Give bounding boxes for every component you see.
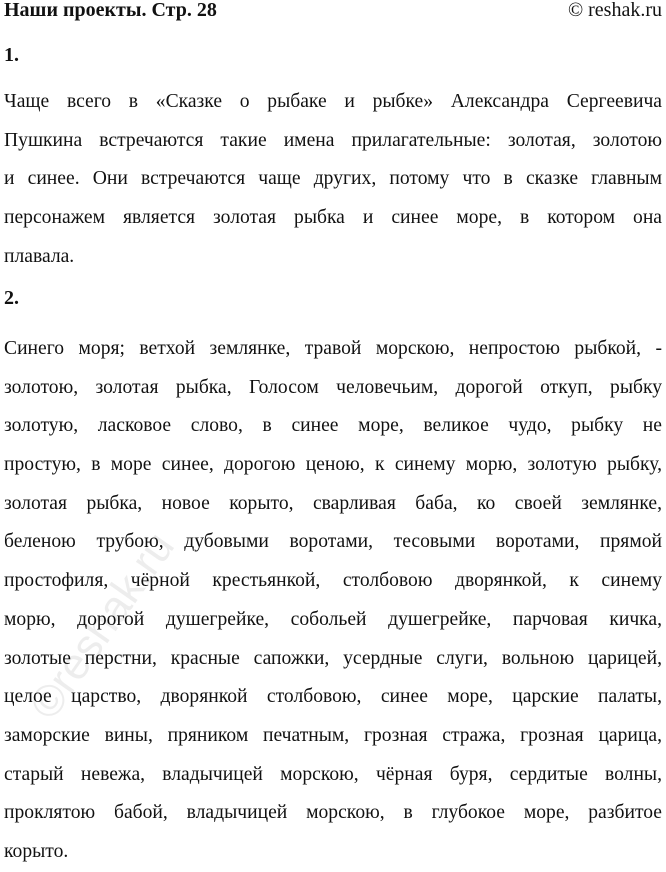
text-line: Синего моря; ветхой землянке, травой морскою, непростою рыбкой, - <box>4 338 662 359</box>
section-1-text <box>4 83 662 276</box>
text-line: проклятою бабой, владычицей морскою, в глубокое море, разбитое <box>4 802 662 824</box>
text-line: и синее. Они встречаются чаще других, потому что в сказке главным <box>4 168 662 190</box>
text-line: простофиля, чёрной крестьянкой, столбовою дворянкой, к синему <box>4 570 662 592</box>
text-line: простую, в море синее, дорогою ценою, к синему морю, золотую рыбку, <box>4 454 662 476</box>
text-line: заморские вины, пряником печатным, грозная стража, грозная царица, <box>4 724 662 746</box>
text-line: плавала. <box>4 245 75 267</box>
text-line: золотая рыбка, новое корыто, сварливая баба, ко своей землянке, <box>4 492 662 514</box>
section-2-number: 2. <box>4 287 19 309</box>
text-line: золотою, золотая рыбка, Голосом человечьим, дорогой откуп, рыбку <box>4 376 662 398</box>
text-line: старый невежа, владычицей морскою, чёрная буря, сердитые волны, <box>4 763 662 785</box>
text-line: Пушкина встречаются такие имена прилагательные: золотая, золотою <box>4 129 662 151</box>
section-1-number: 1. <box>4 44 19 66</box>
text-line: морю, дорогой душегрейке, собольей душегрейке, парчовая кичка, <box>4 608 662 630</box>
site-credit: © reshak.ru <box>567 0 662 21</box>
section-2-text <box>4 330 662 872</box>
text-line: Чаще всего в «Сказке о рыбаке и рыбке» Александра Сергеевича <box>4 91 662 112</box>
text-line: корыто. <box>4 840 69 862</box>
text-line: целое царство, дворянкой столбовою, синее море, царские палаты, <box>4 686 662 708</box>
page-title: Наши проекты. Стр. 28 <box>4 0 217 21</box>
text-line: беленою трубою, дубовыми воротами, тесовыми воротами, прямой <box>4 531 662 553</box>
watermark: ©reshak.ru <box>20 523 184 729</box>
text-line: золотые перстни, красные сапожки, усердные слуги, вольною царицей, <box>4 647 662 669</box>
text-line: персонажем является золотая рыбка и синее море, в котором она <box>4 207 662 229</box>
text-line: золотую, ласковое слово, в синее море, великое чудо, рыбку не <box>4 415 662 437</box>
page-header <box>4 0 662 27</box>
